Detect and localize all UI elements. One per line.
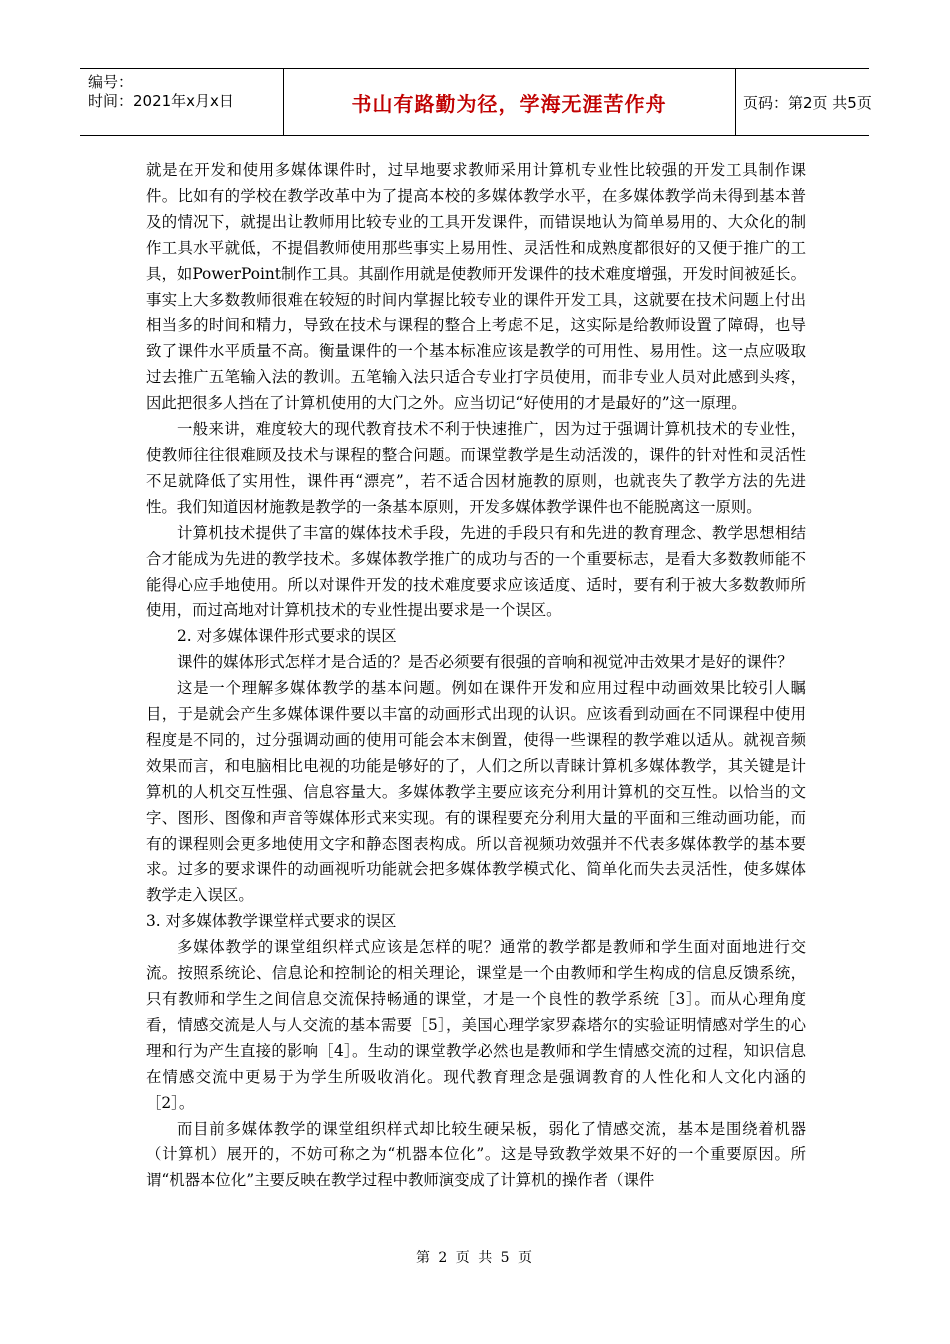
document-number-label: 编号： — [88, 73, 134, 91]
document-date: 时间：2021年x月x日 — [88, 92, 234, 110]
section-heading-2: 2. 对多媒体课件形式要求的误区 — [177, 627, 397, 646]
paragraph-5: 这是一个理解多媒体教学的基本问题。例如在课件开发和应用过程中动画效果比较引人瞩目，于是就会产生多媒体课件要以丰富的动画形式出现的认识。应该看到动画在不同课程中使用程度是不同的，过分强调动画的使用可能会本末倒置，使得一些课程的教学难以适从。就视音频效果而言，和电脑相比电视的功能是够好的了，人们之所以青睐计算机多媒体教学，其关键是计算机的人机交互性强、信息容量大。多媒体教学主要应该充分利用计算机的交互性。以恰当的文字、图形、图像和声音等媒体形式来实现。有的课程要充分利用大量的平面和三维动画功能，而有的课程则会更多地使用文字和静态图表构成。所以音视频功效强并不代表多媒体教学的基本要求。过多的要求课件的动画视听功能就会把多媒体教学模式化、简单化而失去灵活性，使多媒体教学走入误区。 — [146, 679, 806, 905]
document-body — [146, 158, 806, 1194]
paragraph-3: 计算机技术提供了丰富的媒体技术手段，先进的手段只有和先进的教育理念、教学思想相结合才能成为先进的教学技术。多媒体教学推广的成功与否的一个重要标志，是看大多数教师能不能得心应手地使用。所以对课件开发的技术难度要求应该适度、适时，要有利于被大多数教师所使用，而过高地对计算机技术的专业性提出要求是一个误区。 — [146, 523, 806, 620]
paragraph-1: 就是在开发和使用多媒体课件时，过早地要求教师采用计算机专业性比较强的开发工具制作课件。比如有的学校在教学改革中为了提高本校的多媒体教学水平，在多媒体教学尚未得到基本普及的情况下，就提出让教师用比较专业的工具开发课件，而错误地认为简单易用的、大众化的制作工具水平就低，不提倡教师使用那些事实上易用性、灵活性和成熟度都很好的又便于推广的工具，如PowerPoint制作工具。其副作用就是使教师开发课件的技术难度增强，开发时间被延长。事实上大多数教师很难在较短的时间内掌握比较专业的课件开发工具，这就要在技术问题上付出相当多的时间和精力，导致在技术与课程的整合上考虑不足，这实际是给教师设置了障碍，也导致了课件水平质量不高。衡量课件的一个基本标准应该是教学的可用性、易用性。这一点应吸取过去推广五笔输入法的教训。五笔输入法只适合专业打字员使用，而非专业人员对此感到头疼，因此把很多人挡在了计算机使用的大门之外。应当切记“好使用的才是最好的”这一原理。 — [146, 161, 806, 413]
header-page-cell — [735, 69, 872, 135]
page-header — [80, 68, 872, 136]
header-page-info: 页码：第2页 共5页 — [743, 93, 872, 112]
paragraph-2: 一般来讲，难度较大的现代教育技术不利于快速推广，因为过于强调计算机技术的专业性，使教师往往很难顾及技术与课程的整合问题。而课堂教学是生动活泼的，课件的针对性和灵活性不足就降低了实用性，课件再“漂亮”，若不适合因材施教的原则，也就丧失了教学方法的先进性。我们知道因材施教是教学的一条基本原则，开发多媒体教学课件也不能脱离这一原则。 — [146, 420, 806, 516]
header-meta-cell — [80, 69, 284, 135]
header-motto-cell — [283, 69, 736, 135]
section-heading-3: 3. 对多媒体教学课堂样式要求的误区 — [146, 912, 397, 931]
page-footer: 第 2 页 共 5 页 — [415, 1250, 535, 1266]
paragraph-7: 而目前多媒体教学的课堂组织样式却比较生硬呆板，弱化了情感交流，基本是围绕着机器（计算机）展开的，不妨可称之为“机器本位化”。这是导致教学效果不好的一个重要原因。所谓“机器本位化”主要反映在教学过程中教师演变成了计算机的操作者（课件 — [146, 1119, 806, 1190]
header-motto: 书山有路勤为径，学海无涯苦作舟 — [351, 91, 667, 116]
paragraph-6: 多媒体教学的课堂组织样式应该是怎样的呢？通常的教学都是教师和学生面对面地进行交流。按照系统论、信息论和控制论的相关理论，课堂是一个由教师和学生构成的信息反馈系统，只有教师和学生之间信息交流保持畅通的课堂，才是一个良性的教学系统［3］。而从心理角度看，情感交流是人与人交流的基本需要［5］，美国心理学家罗森塔尔的实验证明情感对学生的心理和行为产生直接的影响［4］。生动的课堂教学必然也是教师和学生情感交流的过程，知识信息在情感交流中更易于为学生所吸收消化。现代教育理念是强调教育的人性化和人文化内涵的［2］。 — [146, 938, 806, 1112]
paragraph-4: 课件的媒体形式怎样才是合适的？是否必须要有很强的音响和视觉冲击效果才是好的课件？ — [177, 653, 793, 672]
